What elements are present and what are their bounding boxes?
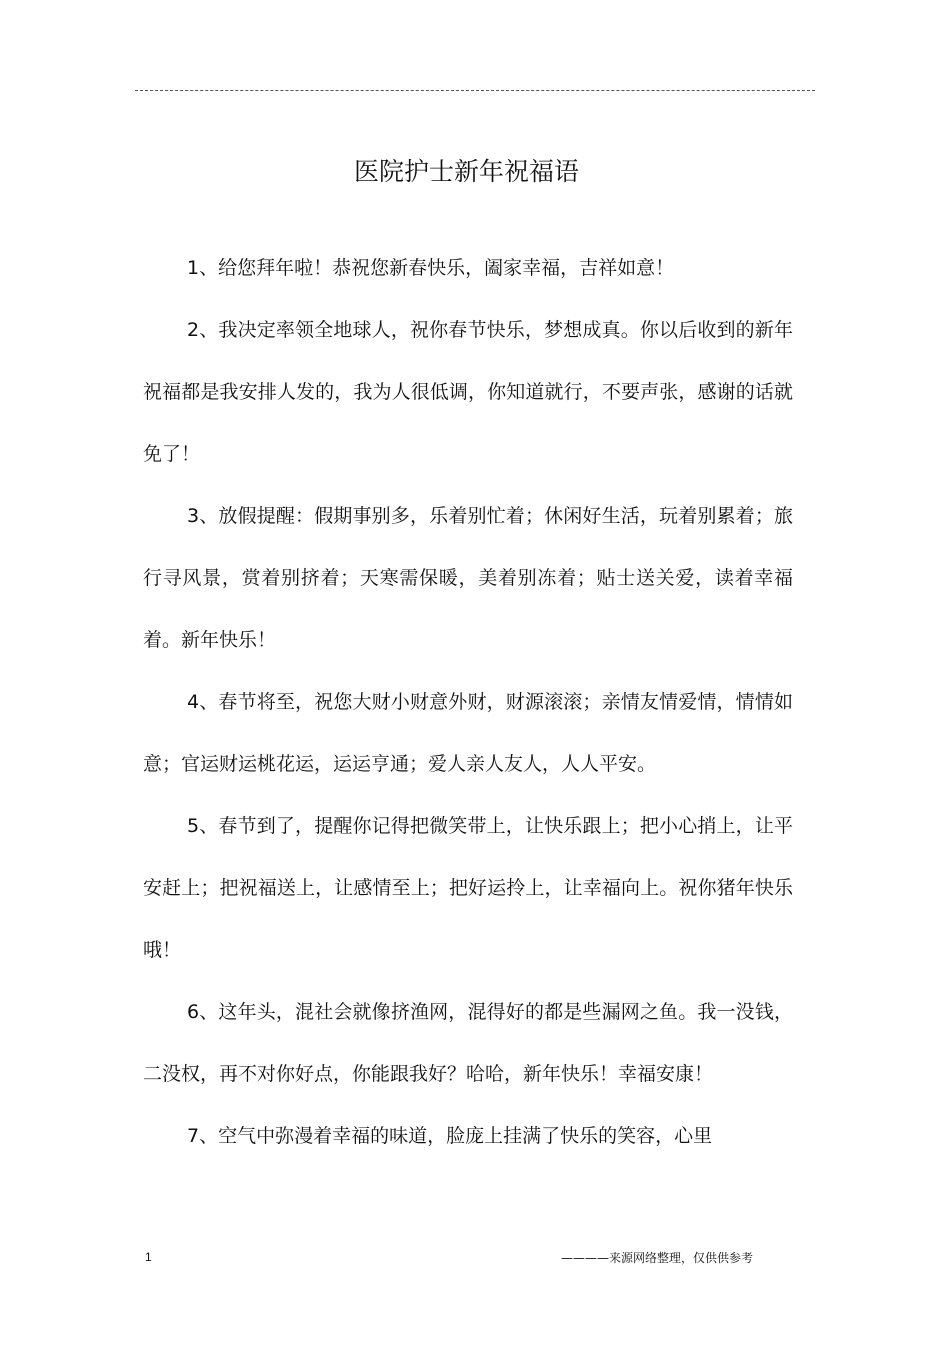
header-divider: [135, 90, 815, 91]
paragraph-6: 6、这年头，混社会就像挤渔网，混得好的都是些漏网之鱼。我一没钱，二没权，再不对你好点，你能跟我好？哈哈，新年快乐！幸福安康！: [143, 1001, 793, 1085]
document-title: 医院护士新年祝福语: [353, 157, 579, 186]
paragraph-3: 3、放假提醒：假期事别多，乐着别忙着；休闲好生活，玩着别累着；旅行寻风景，赏着别挤着；天寒需保暖，美着别冻着；贴士送关爱，读着幸福着。新年快乐！: [143, 505, 793, 651]
paragraph-2: 2、我决定率领全地球人，祝你春节快乐，梦想成真。你以后收到的新年祝福都是我安排人发的，我为人很低调，你知道就行，不要声张，感谢的话就免了！: [143, 319, 793, 465]
paragraph-7: 7、空气中弥漫着幸福的味道，脸庞上挂满了快乐的笑容，心里: [187, 1125, 713, 1147]
page-number: 1: [145, 1250, 152, 1264]
paragraph-5: 5、春节到了，提醒你记得把微笑带上，让快乐跟上；把小心捎上，让平安赶上；把祝福送上，让感情至上；把好运拎上，让幸福向上。祝你猪年快乐哦！: [143, 815, 793, 961]
paragraph-1: 1、给您拜年啦！恭祝您新春快乐，阖家幸福，吉祥如意！: [187, 257, 675, 279]
paragraph-4: 4、春节将至，祝您大财小财意外财，财源滚滚；亲情友情爱情，情情如意；官运财运桃花运，运运亨通；爱人亲人友人，人人平安。: [143, 691, 793, 775]
document-body: [143, 237, 793, 1167]
footer-source-note: ————来源网络整理，仅供供参考: [560, 1251, 753, 1265]
